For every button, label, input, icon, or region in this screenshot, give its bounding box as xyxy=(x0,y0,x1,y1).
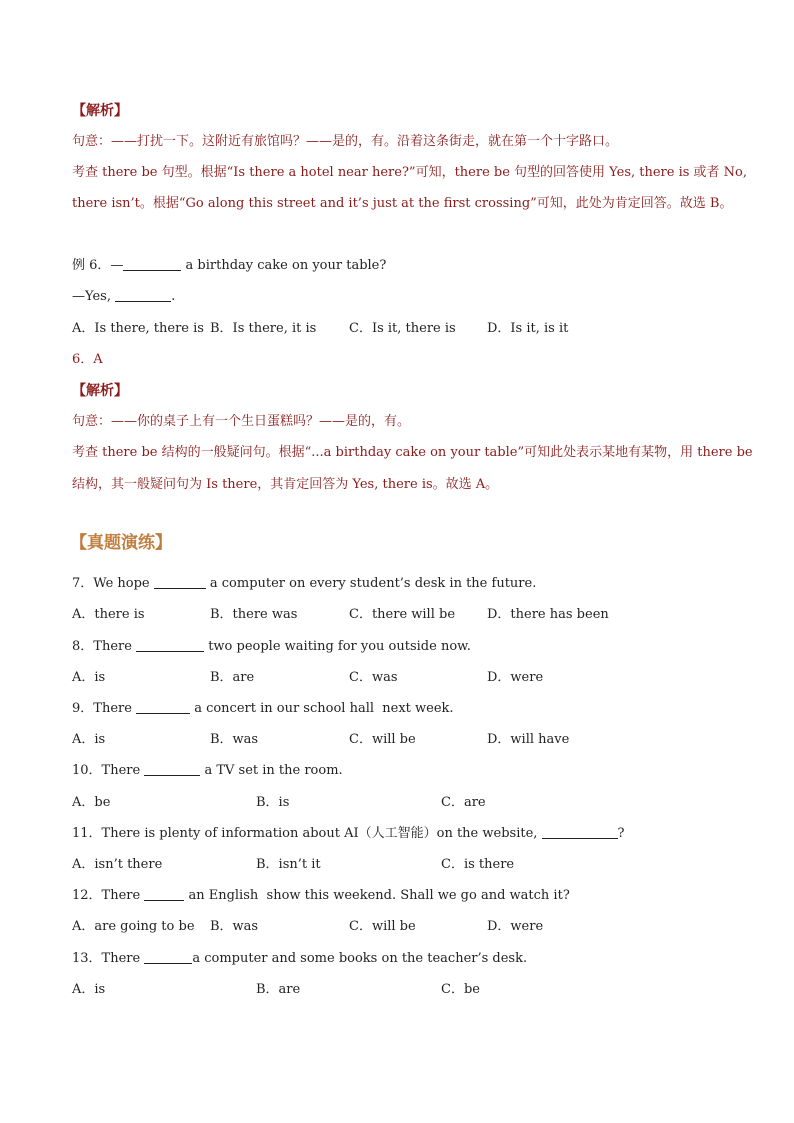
answer-blank xyxy=(136,699,190,714)
option-c: C．there will be xyxy=(349,607,456,622)
option-d: D．there has been xyxy=(487,607,609,622)
option-b: B．was xyxy=(210,919,259,934)
question-prefix: 9．There xyxy=(72,701,137,716)
option-d: D．were xyxy=(487,670,544,685)
analysis-text-line: there isn’t。根据“Go along this street and it’s just at the first crossing”可知，此处为肯定回答。故选 B。 xyxy=(72,196,733,211)
question-prefix: 7．We hope xyxy=(72,576,154,591)
question-prefix: 12．There xyxy=(72,888,145,903)
option-b: B．isn’t it xyxy=(256,857,321,872)
option-a: A．be xyxy=(72,795,111,810)
option-b: B．Is there, it is xyxy=(210,321,317,336)
analysis-heading: 【解析】 xyxy=(72,103,128,119)
section-title: 【真题演练】 xyxy=(70,533,172,553)
answer-blank xyxy=(115,287,171,302)
question-suffix: two people waiting for you outside now. xyxy=(204,639,471,654)
option-b: B．there was xyxy=(210,607,298,622)
option-a: A．is xyxy=(72,670,106,685)
answer-blank xyxy=(144,886,184,901)
question-prefix: 例 6．— xyxy=(72,258,124,273)
example-reply xyxy=(72,287,175,307)
analysis-text-line: 结构，其一般疑问句为 Is there，其肯定回答为 Yes, there is。故选 A。 xyxy=(72,477,499,492)
option-a: A．are going to be xyxy=(72,919,195,934)
option-c: C．be xyxy=(441,982,480,997)
option-c: C．Is it, there is xyxy=(349,321,456,336)
question-suffix: a computer and some books on the teacher’s desk. xyxy=(192,951,528,966)
answer-key: 6．A xyxy=(72,352,103,367)
analysis-meaning: 句意：——你的桌子上有一个生日蛋糕吗？——是的，有。 xyxy=(72,414,411,429)
option-a: A．Is there, there is xyxy=(72,321,204,336)
question-prefix: 8．There xyxy=(72,639,137,654)
question-suffix: a concert in our school hall next week. xyxy=(190,701,454,716)
question xyxy=(72,637,471,657)
option-d: D．Is it, is it xyxy=(487,321,569,336)
option-c: C．will be xyxy=(349,919,416,934)
analysis-text-line: 考查 there be 句型。根据“Is there a hotel near here?”可知，there be 句型的回答使用 Yes, there is 或者 No, xyxy=(72,165,748,180)
option-b: B．was xyxy=(210,732,259,747)
question xyxy=(72,699,454,719)
question xyxy=(72,949,527,969)
answer-blank xyxy=(144,949,192,964)
question-prefix: 13．There xyxy=(72,951,145,966)
question-suffix: a computer on every student’s desk in the future. xyxy=(205,576,537,591)
reply-suffix: . xyxy=(171,289,176,304)
answer-blank xyxy=(144,761,200,776)
answer-blank xyxy=(136,637,204,652)
question-suffix: a TV set in the room. xyxy=(200,763,343,778)
option-b: B．are xyxy=(210,670,255,685)
option-d: D．will have xyxy=(487,732,570,747)
option-a: A．there is xyxy=(72,607,145,622)
option-c: C．are xyxy=(441,795,486,810)
option-c: C．will be xyxy=(349,732,416,747)
question-suffix: an English show this weekend. Shall we go and watch it? xyxy=(184,888,570,903)
question xyxy=(72,886,570,906)
reply-prefix: —Yes, xyxy=(72,289,116,304)
analysis-text-line: 考查 there be 结构的一般疑问句。根据“...a birthday cake on your table”可知此处表示某地有某物，用 there be xyxy=(72,445,753,460)
question xyxy=(72,824,625,844)
analysis-meaning: 句意：——打扰一下。这附近有旅馆吗？——是的，有。沿着这条街走，就在第一个十字路口。 xyxy=(72,134,619,149)
option-c: C．was xyxy=(349,670,398,685)
analysis-heading: 【解析】 xyxy=(72,383,128,399)
question-suffix: a birthday cake on your table? xyxy=(181,258,387,273)
question xyxy=(72,574,536,594)
option-b: B．is xyxy=(256,795,290,810)
answer-blank xyxy=(123,256,181,271)
option-a: A．isn’t there xyxy=(72,857,163,872)
option-a: A．is xyxy=(72,982,106,997)
question-prefix: 11．There is plenty of information about AI（人工智能）on the website, xyxy=(72,826,542,841)
example-question xyxy=(72,256,386,276)
option-a: A．is xyxy=(72,732,106,747)
question-prefix: 10．There xyxy=(72,763,145,778)
option-b: B．are xyxy=(256,982,301,997)
answer-blank xyxy=(542,824,618,839)
question xyxy=(72,761,343,781)
option-c: C．is there xyxy=(441,857,515,872)
answer-blank xyxy=(154,574,206,589)
option-d: D．were xyxy=(487,919,544,934)
question-suffix: ? xyxy=(617,826,625,841)
